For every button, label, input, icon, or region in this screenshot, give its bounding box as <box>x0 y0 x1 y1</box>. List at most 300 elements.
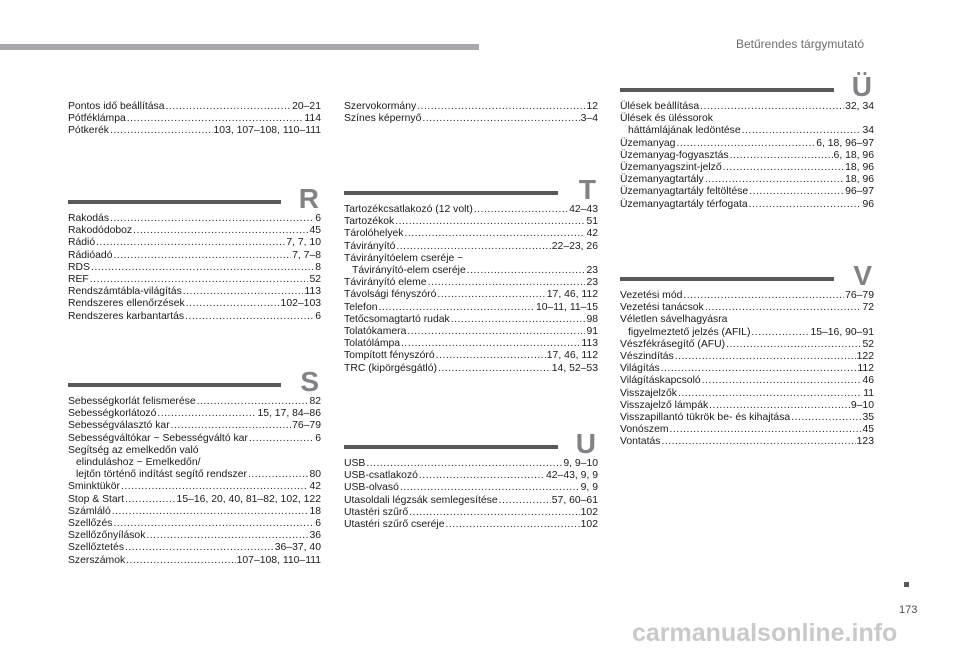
index-entry <box>620 113 874 125</box>
section-letter: T <box>578 174 596 205</box>
letter-heading <box>620 250 874 290</box>
entry-pages: 52 <box>862 338 874 350</box>
index-entry <box>68 506 321 518</box>
entry-term: USB <box>344 458 366 469</box>
index-entry <box>620 125 874 137</box>
index-entry <box>620 302 874 314</box>
entry-term: RDS <box>68 261 90 273</box>
index-intro-entries <box>344 101 598 125</box>
index-entry <box>68 494 321 506</box>
entry-pages: 6 <box>315 213 321 224</box>
dot-leader <box>428 277 586 289</box>
entry-pages: 9–10 <box>850 399 874 411</box>
entry-pages: 42 <box>309 481 321 493</box>
entry-term: Utastéri szűrő cseréje <box>344 519 445 531</box>
dot-leader <box>112 506 309 518</box>
entry-term: Színes képernyő <box>344 113 422 125</box>
dot-leader <box>185 311 314 323</box>
entry-term: elinduláshoz ~ Emelkedőn/ <box>76 457 201 469</box>
entry-pages: 52 <box>309 274 321 286</box>
entry-pages: 57, 60–61 <box>551 494 598 506</box>
page-number: 173 <box>899 604 918 616</box>
dot-leader <box>165 101 291 113</box>
entry-pages: 11 <box>863 387 874 399</box>
entry-term: háttámlájának ledöntése <box>628 125 741 137</box>
dot-leader <box>661 363 857 375</box>
entry-term: Tartozékok <box>344 216 395 228</box>
entry-pages: 42–43 <box>569 204 598 215</box>
index-entry <box>620 174 874 186</box>
dot-leader <box>405 228 586 240</box>
entry-term: Üzemanyagszint-jelző <box>620 162 722 174</box>
entry-pages: 7, 7, 10 <box>286 237 321 249</box>
index-entry <box>68 101 321 113</box>
dot-leader <box>379 302 535 314</box>
entry-term: Rakodás <box>68 213 110 224</box>
letter-heading <box>620 61 874 101</box>
entry-pages: 45 <box>309 225 321 237</box>
entry-term: REF <box>68 274 89 286</box>
index-entry <box>344 228 598 240</box>
index-entry <box>620 327 874 339</box>
dot-leader <box>146 530 308 542</box>
entry-pages: 112 <box>857 363 874 375</box>
entry-pages: 32, 34 <box>845 101 874 112</box>
dot-leader <box>96 237 285 249</box>
entry-pages: 18, 96 <box>845 162 874 174</box>
entry-term: Ülések és üléssorok <box>620 113 713 125</box>
entry-pages: 82 <box>309 396 321 407</box>
entry-term: Tompított fényszóró <box>344 350 435 362</box>
dot-leader <box>395 216 585 228</box>
entry-pages: 91 <box>586 326 598 338</box>
index-entry <box>344 101 598 113</box>
entry-term: Rádió <box>68 237 96 249</box>
index-entry <box>344 216 598 228</box>
dot-leader <box>396 241 550 253</box>
index-entry <box>344 204 598 216</box>
entry-term: Vészindítás <box>620 351 674 363</box>
dot-leader <box>702 375 862 387</box>
dot-leader <box>438 363 551 375</box>
index-entry <box>344 314 598 326</box>
index-section-s <box>68 356 321 567</box>
letter-heading <box>68 173 321 213</box>
entry-term: lejtőn történő indítást segítő rendszer <box>76 469 247 481</box>
entry-term: Stop & Start <box>68 493 125 505</box>
section-rule <box>620 277 834 281</box>
entry-term: USB-olvasó <box>344 482 399 494</box>
entry-pages: 122 <box>856 351 874 363</box>
index-entry <box>68 518 321 530</box>
entry-pages: 6 <box>315 518 321 530</box>
dot-leader <box>730 150 833 162</box>
index-entry <box>68 274 321 286</box>
watermark: carmanualsonline.info <box>632 619 898 647</box>
entry-term: Telefon <box>344 301 378 313</box>
index-entry <box>344 350 598 362</box>
entry-term: Távirányító <box>344 240 396 252</box>
index-entry <box>344 495 598 507</box>
entry-term: Sminktükör <box>68 481 120 493</box>
entry-term: USB-csatlakozó <box>344 470 418 482</box>
entry-pages: 14, 52–53 <box>551 362 598 374</box>
entry-pages: 103, 107–108, 110–111 <box>213 125 321 137</box>
entry-term: Világításkapcsoló <box>620 375 701 387</box>
entry-pages: 102 <box>580 506 598 518</box>
index-entry <box>344 458 598 470</box>
entry-pages: 102 <box>580 519 598 531</box>
dot-leader <box>401 338 580 350</box>
entry-pages: 51 <box>586 216 598 228</box>
dot-leader <box>125 494 176 506</box>
index-entry <box>68 237 321 249</box>
entry-term: Rádióadó <box>68 249 113 261</box>
entry-pages: 36 <box>309 530 321 542</box>
index-section-r <box>68 173 321 323</box>
entry-term: Szellőzés <box>68 518 113 530</box>
index-entry <box>344 289 598 301</box>
entry-term: Vészfékrásegítő (AFU) <box>620 338 726 350</box>
entry-pages: 15, 17, 84–86 <box>257 408 321 420</box>
section-letter: R <box>298 183 319 214</box>
dot-leader <box>249 433 314 445</box>
entry-pages: 102–103 <box>280 298 321 310</box>
index-entry <box>68 213 321 225</box>
dot-leader <box>417 101 585 113</box>
entry-pages: 10–11, 11–15 <box>535 301 598 313</box>
dot-leader <box>113 518 314 530</box>
entry-pages: 23 <box>586 277 598 289</box>
entry-term: Távirányító-elem cseréje <box>352 265 466 277</box>
entry-term: TRC (kipörgésgátló) <box>344 362 437 374</box>
section-letter: V <box>853 260 872 291</box>
entry-term: Tetőcsomagtartó rudak <box>344 313 450 325</box>
index-entry <box>68 125 321 137</box>
index-entry <box>344 482 598 494</box>
dot-leader <box>126 555 235 567</box>
entry-term: Vontatás <box>620 436 661 448</box>
dot-leader <box>171 420 291 432</box>
index-entry <box>344 326 598 338</box>
index-entry <box>68 113 321 125</box>
index-entry <box>344 241 598 253</box>
index-entry <box>620 199 874 211</box>
dot-leader <box>675 351 856 363</box>
entry-term: Tolatólámpa <box>344 338 401 350</box>
dot-leader <box>451 314 586 326</box>
dot-leader <box>676 138 815 150</box>
dot-leader <box>499 495 551 507</box>
index-entry <box>344 363 598 375</box>
index-entry <box>68 457 321 469</box>
dot-leader <box>749 199 862 211</box>
section-rule <box>68 200 281 204</box>
entry-pages: 35 <box>862 412 874 424</box>
entry-pages: 114 <box>304 113 321 125</box>
entry-term: Vezetési mód <box>620 290 683 301</box>
entry-term: Számláló <box>68 505 111 517</box>
index-entry <box>68 396 321 408</box>
entry-term: Üzemanyag-fogyasztás <box>620 149 729 161</box>
dot-leader <box>400 482 580 494</box>
dot-leader <box>705 302 862 314</box>
index-entry <box>68 298 321 310</box>
dot-leader <box>186 298 280 310</box>
running-header: Betűrendes tárgymutató <box>736 37 865 51</box>
index-entry <box>68 469 321 481</box>
entry-pages: 8 <box>315 261 321 273</box>
index-entry <box>344 507 598 519</box>
dot-leader <box>248 469 308 481</box>
index-entry <box>68 530 321 542</box>
entry-term: Rendszeres ellenőrzések <box>68 298 185 310</box>
entry-pages: 12 <box>586 101 598 112</box>
index-section-u <box>344 418 598 531</box>
entry-term: Utastéri szűrő <box>344 506 409 518</box>
dot-leader <box>133 225 308 237</box>
dot-leader <box>409 507 580 519</box>
index-section-t <box>344 164 598 375</box>
dot-leader <box>157 408 256 420</box>
entry-term: Ülések beállítása <box>620 101 700 112</box>
entry-term: Pontos idő beállítása <box>68 101 165 112</box>
dot-leader <box>114 250 292 262</box>
section-letter: Ü <box>851 71 872 102</box>
dot-leader <box>467 265 586 277</box>
dot-leader <box>436 350 546 362</box>
entry-pages: 20–21 <box>292 101 321 112</box>
dot-leader <box>437 289 545 301</box>
index-entry <box>344 519 598 531</box>
entry-pages: 76–79 <box>845 290 874 301</box>
index-entry <box>344 265 598 277</box>
entry-pages: 36–37, 40 <box>274 542 321 554</box>
entry-term: Visszajelzők <box>620 387 677 399</box>
entry-term: Visszapillantó tükrök be- és kihajtása <box>620 412 791 424</box>
letter-heading <box>344 164 598 204</box>
entry-term: Utasoldali légzsák semlegesítése <box>344 494 498 506</box>
index-entry <box>68 481 321 493</box>
dot-leader <box>407 326 585 338</box>
dot-leader <box>125 542 274 554</box>
entry-pages: 17, 46, 112 <box>546 289 598 301</box>
dot-leader <box>749 186 844 198</box>
index-intro-entries <box>68 101 321 138</box>
index-entry <box>620 400 874 412</box>
dot-leader <box>678 388 862 400</box>
index-entry <box>344 302 598 314</box>
entry-pages: 15–16, 20, 40, 81–82, 102, 122 <box>176 493 321 505</box>
entry-term: Üzemanyag <box>620 137 676 149</box>
letter-heading <box>344 418 598 458</box>
entry-pages: 7, 7–8 <box>292 249 321 261</box>
index-entry <box>68 262 321 274</box>
entry-term: Távirányító eleme <box>344 277 427 289</box>
index-entry <box>620 339 874 351</box>
entry-term: Sebességkorlát felismerése <box>68 396 196 407</box>
index-entry <box>344 113 598 125</box>
entry-pages: 23 <box>586 265 598 277</box>
index-entry <box>344 253 598 265</box>
entry-term: Üzemanyagtartály térfogata <box>620 198 748 210</box>
dot-leader <box>110 125 213 137</box>
entry-term: Szellőztetés <box>68 542 125 554</box>
entry-term: Világítás <box>620 363 660 375</box>
index-entry <box>620 412 874 424</box>
section-rule <box>620 88 834 92</box>
section-letter: U <box>575 428 596 459</box>
entry-pages: 22–23, 26 <box>551 240 598 252</box>
index-entry <box>344 470 598 482</box>
dot-leader <box>751 327 809 339</box>
top-rule <box>0 44 479 50</box>
entry-pages: 96 <box>862 198 874 210</box>
index-entry <box>620 424 874 436</box>
index-entry <box>68 311 321 323</box>
index-entry <box>620 162 874 174</box>
dot-leader <box>709 400 850 412</box>
entry-pages: 96–97 <box>845 186 874 198</box>
entry-pages: 113 <box>581 338 598 350</box>
entry-pages: 98 <box>586 313 598 325</box>
dot-leader <box>422 113 579 125</box>
index-entry <box>620 150 874 162</box>
entry-pages: 34 <box>862 125 874 137</box>
entry-term: Szellőzőnyílások <box>68 530 146 542</box>
entry-pages: 76–79 <box>292 420 321 432</box>
entry-pages: 46 <box>862 375 874 387</box>
dot-leader <box>661 436 855 448</box>
entry-pages: 6 <box>315 310 321 322</box>
entry-term: Rendszeres karbantartás <box>68 310 185 322</box>
index-entry <box>620 388 874 400</box>
index-entry <box>620 314 874 326</box>
index-entry <box>68 420 321 432</box>
index-entry <box>620 351 874 363</box>
entry-term: Véletlen sávelhagyásra <box>620 314 728 326</box>
entry-pages: 15–16, 90–91 <box>810 326 874 338</box>
dot-leader <box>474 204 568 216</box>
entry-pages: 9, 9–10 <box>563 458 598 469</box>
dot-leader <box>183 286 304 298</box>
entry-term: Sebességválasztó kar <box>68 420 170 432</box>
entry-pages: 72 <box>862 302 874 314</box>
entry-pages: 18 <box>309 505 321 517</box>
index-entry <box>68 445 321 457</box>
dot-leader <box>127 113 304 125</box>
dot-leader <box>90 274 309 286</box>
dot-leader <box>683 290 844 302</box>
entry-term: Távolsági fényszóró <box>344 289 437 301</box>
dot-leader <box>419 470 545 482</box>
entry-pages: 9, 9 <box>580 482 598 494</box>
entry-term: Vonószem <box>620 424 669 436</box>
index-entry <box>68 542 321 554</box>
index-entry <box>620 138 874 150</box>
dot-leader <box>197 396 309 408</box>
index-entry <box>620 436 874 448</box>
index-entry <box>68 555 321 567</box>
entry-term: Visszajelző lámpák <box>620 399 709 411</box>
entry-term: Szervokormány <box>344 101 417 112</box>
dot-leader <box>670 424 862 436</box>
dot-leader <box>700 101 844 113</box>
section-letter: S <box>300 366 319 397</box>
end-marker-square <box>904 582 909 587</box>
entry-term: Rakodódoboz <box>68 225 133 237</box>
index-entry <box>68 408 321 420</box>
entry-pages: 17, 46, 112 <box>546 350 598 362</box>
entry-pages: 123 <box>856 436 874 448</box>
index-entry <box>620 186 874 198</box>
entry-pages: 80 <box>309 469 321 481</box>
entry-term: Vezetési tanácsok <box>620 302 704 314</box>
index-entry <box>68 433 321 445</box>
dot-leader <box>121 481 308 493</box>
dot-leader <box>445 519 579 531</box>
entry-pages: 42 <box>586 228 598 240</box>
dot-leader <box>91 262 314 274</box>
entry-term: Sebességkorlátozó <box>68 408 157 420</box>
index-entry <box>620 363 874 375</box>
entry-pages: 45 <box>862 424 874 436</box>
section-rule <box>344 445 558 449</box>
entry-term: Tartozékcsatlakozó (12 volt) <box>344 204 473 215</box>
index-section-v <box>620 250 874 449</box>
entry-pages: 42–43, 9, 9 <box>546 470 598 482</box>
dot-leader <box>705 174 844 186</box>
entry-pages: 113 <box>304 286 321 298</box>
entry-term: Távirányítóelem cseréje ~ <box>344 252 464 264</box>
index-entry <box>344 277 598 289</box>
entry-pages: 107–108, 110–111 <box>236 554 321 566</box>
index-section-u-umlaut <box>620 61 874 211</box>
entry-term: Üzemanyagtartály <box>620 174 704 186</box>
entry-pages: 18, 96 <box>845 174 874 186</box>
index-entry <box>620 101 874 113</box>
index-entry <box>68 286 321 298</box>
entry-term: Rendszámtábla-világítás <box>68 286 182 298</box>
entry-term: figyelmeztető jelzés (AFIL) <box>628 326 751 338</box>
entry-term: Pótféklámpa <box>68 113 126 125</box>
section-rule <box>68 383 281 387</box>
dot-leader <box>723 162 844 174</box>
section-rule <box>344 191 558 195</box>
dot-leader <box>366 458 562 470</box>
entry-pages: 3–4 <box>580 113 598 125</box>
index-entry <box>344 338 598 350</box>
entry-term: Tolatókamera <box>344 326 407 338</box>
entry-pages: 6, 18, 96–97 <box>816 137 874 149</box>
letter-heading <box>68 356 321 396</box>
entry-term: Sebességváltókar ~ Sebességváltó kar <box>68 432 248 444</box>
entry-term: Pótkerék <box>68 125 110 137</box>
entry-pages: 6, 18, 96 <box>833 149 874 161</box>
index-entry <box>68 225 321 237</box>
index-entry <box>68 250 321 262</box>
entry-term: Segítség az emelkedőn való <box>68 444 199 456</box>
dot-leader <box>110 213 314 225</box>
entry-pages: 6 <box>315 432 321 444</box>
entry-term: Tárolóhelyek <box>344 228 404 240</box>
dot-leader <box>726 339 861 351</box>
dot-leader <box>791 412 861 424</box>
index-entry <box>620 375 874 387</box>
dot-leader <box>742 125 862 137</box>
entry-term: Szerszámok <box>68 554 126 566</box>
index-entry <box>620 290 874 302</box>
